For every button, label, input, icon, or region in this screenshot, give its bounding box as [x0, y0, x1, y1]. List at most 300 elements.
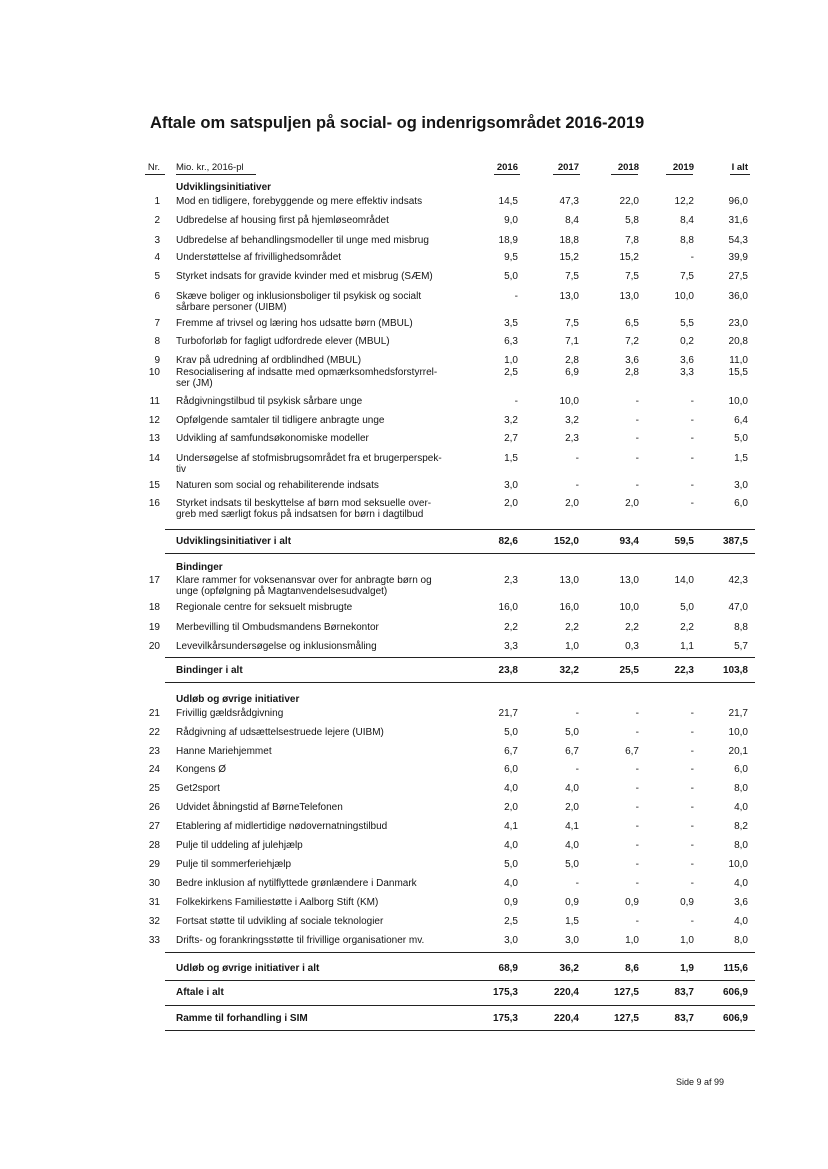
- row-desc: Rådgivning af udsættelsestruede lejere (UIBM): [176, 727, 384, 738]
- row-nr: 8: [154, 336, 160, 347]
- row-desc: [176, 433, 464, 444]
- row-desc: [176, 318, 464, 329]
- aftale-total-label: Aftale i alt: [176, 987, 224, 998]
- cell-total: 4,0: [734, 802, 748, 813]
- header-2016: 2016: [496, 162, 518, 173]
- row-desc: Pulje til uddeling af julehjælp: [176, 840, 303, 851]
- cell-2016: -: [514, 396, 518, 407]
- row-nr: 10: [148, 367, 160, 378]
- cell-total: 3,6: [734, 897, 748, 908]
- cell-2016: 6,7: [504, 746, 518, 757]
- cell-2016: 3,3: [504, 641, 518, 652]
- cell-2019: -: [690, 252, 694, 263]
- cell-2017: 4,1: [565, 821, 579, 832]
- cell-2016: 6,0: [504, 764, 518, 775]
- cell-total: 96,0: [728, 196, 748, 207]
- cell-total: 39,9: [728, 252, 748, 263]
- cell-2016: 23,8: [498, 665, 518, 676]
- cell-total: 27,5: [728, 271, 748, 282]
- cell-2019: -: [690, 708, 694, 719]
- cell-2017: 2,8: [565, 355, 579, 366]
- cell-2018: -: [635, 415, 639, 426]
- cell-2016: 3,0: [504, 935, 518, 946]
- row-desc: Etablering af midlertidige nødovernatningstilbud: [176, 821, 388, 832]
- row-desc-line1: Klare rammer for voksenansvar over for anbragte børn og: [176, 575, 432, 586]
- row-nr: 11: [149, 396, 160, 407]
- row-desc: [176, 622, 464, 633]
- cell-2016: 4,0: [504, 840, 518, 851]
- cell-total: 4,0: [734, 878, 748, 889]
- cell-2017: 1,5: [565, 916, 579, 927]
- cell-2018: 2,8: [625, 367, 639, 378]
- cell-total: 15,5: [728, 367, 748, 378]
- cell-2018: 3,6: [625, 355, 639, 366]
- cell-2017: -: [575, 453, 579, 464]
- cell-2018: -: [635, 821, 639, 832]
- row-desc-line2: ser (JM): [176, 378, 213, 389]
- row-desc: [176, 367, 464, 389]
- cell-2019: 7,5: [680, 271, 694, 282]
- row-nr: 25: [148, 783, 160, 794]
- cell-total: 8,0: [734, 935, 748, 946]
- row-nr: 3: [154, 235, 160, 246]
- row-desc-line1: Opfølgende samtaler til tidligere anbragte unge: [176, 415, 385, 426]
- cell-2019: -: [690, 415, 694, 426]
- cell-2016: 5,0: [504, 859, 518, 870]
- row-desc-line1: Skæve boliger og inklusionsboliger til psykisk og socialt: [176, 291, 422, 302]
- row-desc-line2: unge (opfølgning på Magtanvendelsesudvalget): [176, 586, 388, 597]
- cell-2017: 5,0: [565, 859, 579, 870]
- header-rule: [176, 174, 256, 175]
- row-desc-line1: Udvikling af samfundsøkonomiske modeller: [176, 433, 369, 444]
- cell-2017: 0,9: [565, 897, 579, 908]
- ramme-total-label: Ramme til forhandling i SIM: [176, 1013, 308, 1024]
- cell-2017: 3,2: [565, 415, 579, 426]
- cell-total: 36,0: [728, 291, 748, 302]
- row-nr: 30: [148, 878, 160, 889]
- cell-total: 54,3: [728, 235, 748, 246]
- cell-2018: -: [635, 840, 639, 851]
- header-rule: [553, 174, 580, 175]
- row-nr: 5: [154, 271, 160, 282]
- row-desc: [176, 355, 464, 366]
- cell-total: 21,7: [728, 708, 748, 719]
- cell-2019: -: [690, 396, 694, 407]
- page-number: Side 9 af 99: [676, 1077, 725, 1087]
- row-desc: [176, 215, 464, 226]
- cell-2019: -: [690, 840, 694, 851]
- cell-2019: -: [690, 859, 694, 870]
- row-nr: 14: [148, 453, 160, 464]
- cell-total: 4,0: [734, 916, 748, 927]
- cell-2018: 15,2: [619, 252, 639, 263]
- row-desc-line1: Merbevilling til Ombudsmandens Børnekontor: [176, 622, 379, 633]
- row-desc: Folkekirkens Familiestøtte i Aalborg Stift (KM): [176, 897, 379, 908]
- row-nr: 4: [154, 252, 160, 263]
- cell-2019: 83,7: [674, 987, 694, 998]
- cell-2016: 3,5: [504, 318, 518, 329]
- row-nr: 15: [148, 480, 160, 491]
- cell-2018: 22,0: [619, 196, 639, 207]
- cell-2017: 15,2: [559, 252, 579, 263]
- row-desc: Udvidet åbningstid af BørneTelefonen: [176, 802, 343, 813]
- subtotal-label: Udløb og øvrige initiativer i alt: [176, 963, 320, 974]
- cell-2016: 5,0: [504, 727, 518, 738]
- cell-2016: 9,0: [504, 215, 518, 226]
- cell-2017: 18,8: [559, 235, 579, 246]
- row-desc: [176, 271, 464, 282]
- cell-2018: -: [635, 708, 639, 719]
- cell-2017: 220,4: [553, 1013, 579, 1024]
- cell-2019: 59,5: [674, 536, 694, 547]
- row-nr: 29: [148, 859, 160, 870]
- cell-2016: 2,5: [504, 916, 518, 927]
- cell-2018: -: [635, 764, 639, 775]
- row-nr: 27: [148, 821, 160, 832]
- row-desc-line1: Turboforløb for fagligt udfordrede elever (MBUL): [176, 336, 390, 347]
- row-desc-line1: Levevilkårsundersøgelse og inklusionsmåling: [176, 641, 377, 652]
- subtotal-label: Bindinger i alt: [176, 665, 243, 676]
- cell-total: 20,1: [728, 746, 748, 757]
- cell-2019: 3,3: [680, 367, 694, 378]
- row-nr: 32: [148, 916, 160, 927]
- cell-2016: 2,0: [504, 498, 518, 509]
- row-desc: [176, 575, 464, 597]
- row-nr: 12: [148, 415, 160, 426]
- cell-2018: -: [635, 396, 639, 407]
- cell-2018: 1,0: [625, 935, 639, 946]
- row-nr: 6: [154, 291, 160, 302]
- section-heading-label: Udviklingsinitiativer: [176, 182, 272, 193]
- header-2019: 2019: [672, 162, 694, 173]
- cell-2018: 8,6: [625, 963, 639, 974]
- cell-2018: -: [635, 783, 639, 794]
- row-desc-line1: Udbredelse af housing first på hjemløseområdet: [176, 215, 389, 226]
- page-title: Aftale om satspuljen på social- og indenrigsområdet 2016-2019: [150, 114, 645, 132]
- cell-2019: 8,8: [680, 235, 694, 246]
- cell-2016: 16,0: [498, 602, 518, 613]
- cell-2017: 8,4: [565, 215, 579, 226]
- subtotal-rule: [165, 682, 755, 683]
- cell-2018: -: [635, 916, 639, 927]
- row-nr: 26: [148, 802, 160, 813]
- cell-2018: 7,2: [625, 336, 639, 347]
- row-desc: Kongens Ø: [176, 764, 227, 775]
- cell-2018: 13,0: [619, 575, 639, 586]
- cell-2017: 220,4: [553, 987, 579, 998]
- cell-2016: 3,2: [504, 415, 518, 426]
- cell-2017: 7,5: [565, 318, 579, 329]
- row-desc-line1: Fremme af trivsel og læring hos udsatte børn (MBUL): [176, 318, 413, 329]
- cell-2016: 2,7: [504, 433, 518, 444]
- cell-2017: -: [575, 878, 579, 889]
- cell-2019: 1,1: [680, 641, 694, 652]
- row-nr: 9: [154, 355, 160, 366]
- row-desc: Frivillig gældsrådgivning: [176, 708, 284, 719]
- row-desc-line1: Udbredelse af behandlingsmodeller til unge med misbrug: [176, 235, 429, 246]
- cell-2017: 13,0: [559, 291, 579, 302]
- cell-2016: 5,0: [504, 271, 518, 282]
- cell-2016: 4,1: [504, 821, 518, 832]
- cell-total: 11,0: [729, 355, 748, 366]
- cell-2019: 2,2: [680, 622, 694, 633]
- cell-2019: 10,0: [674, 291, 694, 302]
- cell-total: 5,7: [734, 641, 748, 652]
- cell-2017: 5,0: [565, 727, 579, 738]
- row-nr: 19: [148, 622, 160, 633]
- row-desc: [176, 641, 464, 652]
- cell-2019: 22,3: [674, 665, 694, 676]
- cell-2016: 9,5: [504, 252, 518, 263]
- cell-2018: 93,4: [619, 536, 639, 547]
- cell-2017: 36,2: [559, 963, 579, 974]
- cell-2018: 5,8: [625, 215, 639, 226]
- cell-2016: 3,0: [504, 480, 518, 491]
- cell-total: 1,5: [734, 453, 748, 464]
- row-nr: 21: [148, 708, 160, 719]
- row-desc-line1: Resocialisering af indsatte med opmærksomhedsforstyrrel-: [176, 367, 438, 378]
- cell-2017: 7,5: [565, 271, 579, 282]
- cell-2018: 127,5: [613, 987, 639, 998]
- section-heading-label: Bindinger: [176, 562, 223, 573]
- cell-2019: -: [690, 727, 694, 738]
- cell-2017: 2,2: [565, 622, 579, 633]
- row-desc-line2: tiv: [176, 464, 186, 475]
- cell-2017: -: [575, 764, 579, 775]
- row-desc-line1: Rådgivningstilbud til psykisk sårbare unge: [176, 396, 363, 407]
- row-desc: [176, 252, 464, 263]
- row-nr: 22: [148, 727, 160, 738]
- cell-2016: 175,3: [492, 987, 518, 998]
- cell-2019: -: [690, 453, 694, 464]
- row-nr: 31: [148, 897, 160, 908]
- row-desc: [176, 498, 464, 520]
- cell-2018: 6,5: [625, 318, 639, 329]
- cell-2019: -: [690, 783, 694, 794]
- row-desc-line2: sårbare personer (UIBM): [176, 302, 287, 313]
- row-desc-line1: Regionale centre for seksuelt misbrugte: [176, 602, 353, 613]
- cell-2019: 14,0: [674, 575, 694, 586]
- cell-2016: 1,0: [504, 355, 518, 366]
- cell-2017: 4,0: [565, 840, 579, 851]
- cell-total: 8,8: [734, 622, 748, 633]
- cell-2016: 18,9: [498, 235, 518, 246]
- cell-2017: 6,7: [565, 746, 579, 757]
- cell-total: 23,0: [728, 318, 748, 329]
- header-2018: 2018: [617, 162, 639, 173]
- cell-2018: -: [635, 878, 639, 889]
- cell-2019: 1,9: [680, 963, 694, 974]
- cell-2016: 2,5: [504, 367, 518, 378]
- cell-total: 6,4: [734, 415, 748, 426]
- cell-total: 8,0: [734, 783, 748, 794]
- cell-2018: -: [635, 433, 639, 444]
- header-rule: [494, 174, 520, 175]
- cell-2018: 127,5: [613, 1013, 639, 1024]
- cell-total: 103,8: [722, 665, 748, 676]
- subtotal-rule: [165, 980, 755, 981]
- row-desc: [176, 480, 464, 491]
- row-nr: 24: [148, 764, 160, 775]
- cell-2017: 2,3: [565, 433, 579, 444]
- total-rule: [165, 1005, 755, 1006]
- cell-total: 10,0: [728, 859, 748, 870]
- row-desc: [176, 291, 464, 313]
- cell-2019: 8,4: [680, 215, 694, 226]
- cell-2017: 6,9: [565, 367, 579, 378]
- cell-2019: -: [690, 916, 694, 927]
- cell-2016: 1,5: [504, 453, 518, 464]
- row-desc-line1: Mod en tidligere, forebyggende og mere effektiv indsats: [176, 196, 423, 207]
- cell-2016: 0,9: [504, 897, 518, 908]
- row-nr: 23: [148, 746, 160, 757]
- cell-2017: 4,0: [565, 783, 579, 794]
- cell-2016: 68,9: [498, 963, 518, 974]
- cell-2018: 7,5: [625, 271, 639, 282]
- row-desc: [176, 196, 464, 207]
- subtotal-rule: [165, 553, 755, 554]
- cell-2017: -: [575, 708, 579, 719]
- cell-total: 6,0: [734, 498, 748, 509]
- cell-2018: 0,3: [625, 641, 639, 652]
- row-desc: Drifts- og forankringsstøtte til frivillige organisationer mv.: [176, 935, 425, 946]
- cell-total: 10,0: [728, 727, 748, 738]
- row-nr: 2: [154, 215, 160, 226]
- cell-2019: 3,6: [680, 355, 694, 366]
- header-2017: 2017: [557, 162, 579, 173]
- cell-2016: 82,6: [498, 536, 518, 547]
- cell-2017: 152,0: [553, 536, 579, 547]
- row-nr: 7: [154, 318, 160, 329]
- row-nr: 28: [148, 840, 160, 851]
- cell-2017: 2,0: [565, 498, 579, 509]
- cell-2018: 2,2: [625, 622, 639, 633]
- row-desc: [176, 453, 464, 475]
- row-desc: Pulje til sommerferiehjælp: [176, 859, 292, 870]
- row-nr: 18: [148, 602, 160, 613]
- cell-2019: 5,0: [680, 602, 694, 613]
- cell-2016: 4,0: [504, 878, 518, 889]
- cell-2016: 2,3: [504, 575, 518, 586]
- cell-2016: 175,3: [492, 1013, 518, 1024]
- cell-2016: 2,0: [504, 802, 518, 813]
- cell-2017: 1,0: [565, 641, 579, 652]
- cell-2016: -: [514, 291, 518, 302]
- cell-2018: 6,7: [625, 746, 639, 757]
- cell-total: 20,8: [728, 336, 748, 347]
- cell-total: 8,2: [734, 821, 748, 832]
- cell-2018: 7,8: [625, 235, 639, 246]
- cell-total: 31,6: [728, 215, 748, 226]
- row-desc: Get2sport: [176, 783, 220, 794]
- row-desc-line1: Krav på udredning af ordblindhed (MBUL): [176, 355, 362, 366]
- cell-2016: 21,7: [498, 708, 518, 719]
- cell-2017: 10,0: [559, 396, 579, 407]
- row-desc-line1: Styrket indsats for gravide kvinder med et misbrug (SÆM): [176, 271, 433, 282]
- header-total: I alt: [731, 162, 748, 173]
- cell-total: 606,9: [722, 987, 748, 998]
- cell-total: 42,3: [728, 575, 748, 586]
- header-rule: [611, 174, 638, 175]
- row-desc-line1: Undersøgelse af stofmisbrugsområdet fra et brugerperspek-: [176, 453, 442, 464]
- cell-2016: 2,2: [504, 622, 518, 633]
- cell-2019: 1,0: [680, 935, 694, 946]
- cell-2017: 47,3: [559, 196, 579, 207]
- row-desc-line1: Understøttelse af frivillighedsområdet: [176, 252, 342, 263]
- cell-2019: 12,2: [674, 196, 694, 207]
- cell-2018: -: [635, 480, 639, 491]
- cell-2019: -: [690, 821, 694, 832]
- cell-2018: 13,0: [619, 291, 639, 302]
- row-nr: 16: [148, 498, 160, 509]
- row-desc: [176, 396, 464, 407]
- row-desc-line1: Naturen som social og rehabiliterende indsats: [176, 480, 379, 491]
- cell-2019: 0,9: [680, 897, 694, 908]
- row-nr: 20: [148, 641, 160, 652]
- cell-2017: 2,0: [565, 802, 579, 813]
- row-desc: Hanne Mariehjemmet: [176, 746, 272, 757]
- cell-2018: -: [635, 802, 639, 813]
- cell-2019: 83,7: [674, 1013, 694, 1024]
- header-rule: [145, 174, 165, 175]
- section-heading-label: Udløb og øvrige initiativer: [176, 694, 300, 705]
- cell-2019: -: [690, 480, 694, 491]
- cell-2017: 7,1: [565, 336, 579, 347]
- cell-2016: 4,0: [504, 783, 518, 794]
- total-rule: [165, 1030, 755, 1031]
- cell-2016: 6,3: [504, 336, 518, 347]
- row-desc-line2: greb med særligt fokus på indsatsen for børn i dagtilbud: [176, 509, 424, 520]
- subtotal-rule: [165, 657, 755, 658]
- cell-2019: -: [690, 878, 694, 889]
- row-desc: Bedre inklusion af nytilflyttede grønlændere i Danmark: [176, 878, 417, 889]
- row-desc: [176, 602, 464, 613]
- row-desc: [176, 415, 464, 426]
- cell-2018: -: [635, 727, 639, 738]
- cell-2017: 32,2: [559, 665, 579, 676]
- cell-2017: 13,0: [559, 575, 579, 586]
- cell-2018: -: [635, 859, 639, 870]
- row-nr: 33: [148, 935, 160, 946]
- cell-2019: -: [690, 433, 694, 444]
- header-nr: Nr.: [147, 162, 160, 173]
- header-rule: [730, 174, 750, 175]
- cell-2019: -: [690, 498, 694, 509]
- subtotal-rule: [165, 529, 755, 530]
- cell-total: 10,0: [728, 396, 748, 407]
- cell-2019: -: [690, 764, 694, 775]
- cell-2018: 10,0: [619, 602, 639, 613]
- cell-total: 5,0: [734, 433, 748, 444]
- row-desc: Fortsat støtte til udvikling af sociale teknologier: [176, 916, 384, 927]
- header-rule: [666, 174, 693, 175]
- row-desc-line1: Styrket indsats til beskyttelse af børn mod seksuelle over-: [176, 498, 432, 509]
- cell-2017: 3,0: [565, 935, 579, 946]
- cell-total: 47,0: [728, 602, 748, 613]
- cell-2018: 0,9: [625, 897, 639, 908]
- cell-2019: -: [690, 802, 694, 813]
- cell-2019: 5,5: [680, 318, 694, 329]
- cell-2018: 25,5: [619, 665, 639, 676]
- cell-2019: 0,2: [680, 336, 694, 347]
- cell-total: 115,6: [723, 963, 748, 974]
- cell-total: 606,9: [722, 1013, 748, 1024]
- cell-2017: 16,0: [559, 602, 579, 613]
- cell-2018: 2,0: [625, 498, 639, 509]
- cell-2017: -: [575, 480, 579, 491]
- row-desc: [176, 235, 464, 246]
- cell-2016: 14,5: [498, 196, 518, 207]
